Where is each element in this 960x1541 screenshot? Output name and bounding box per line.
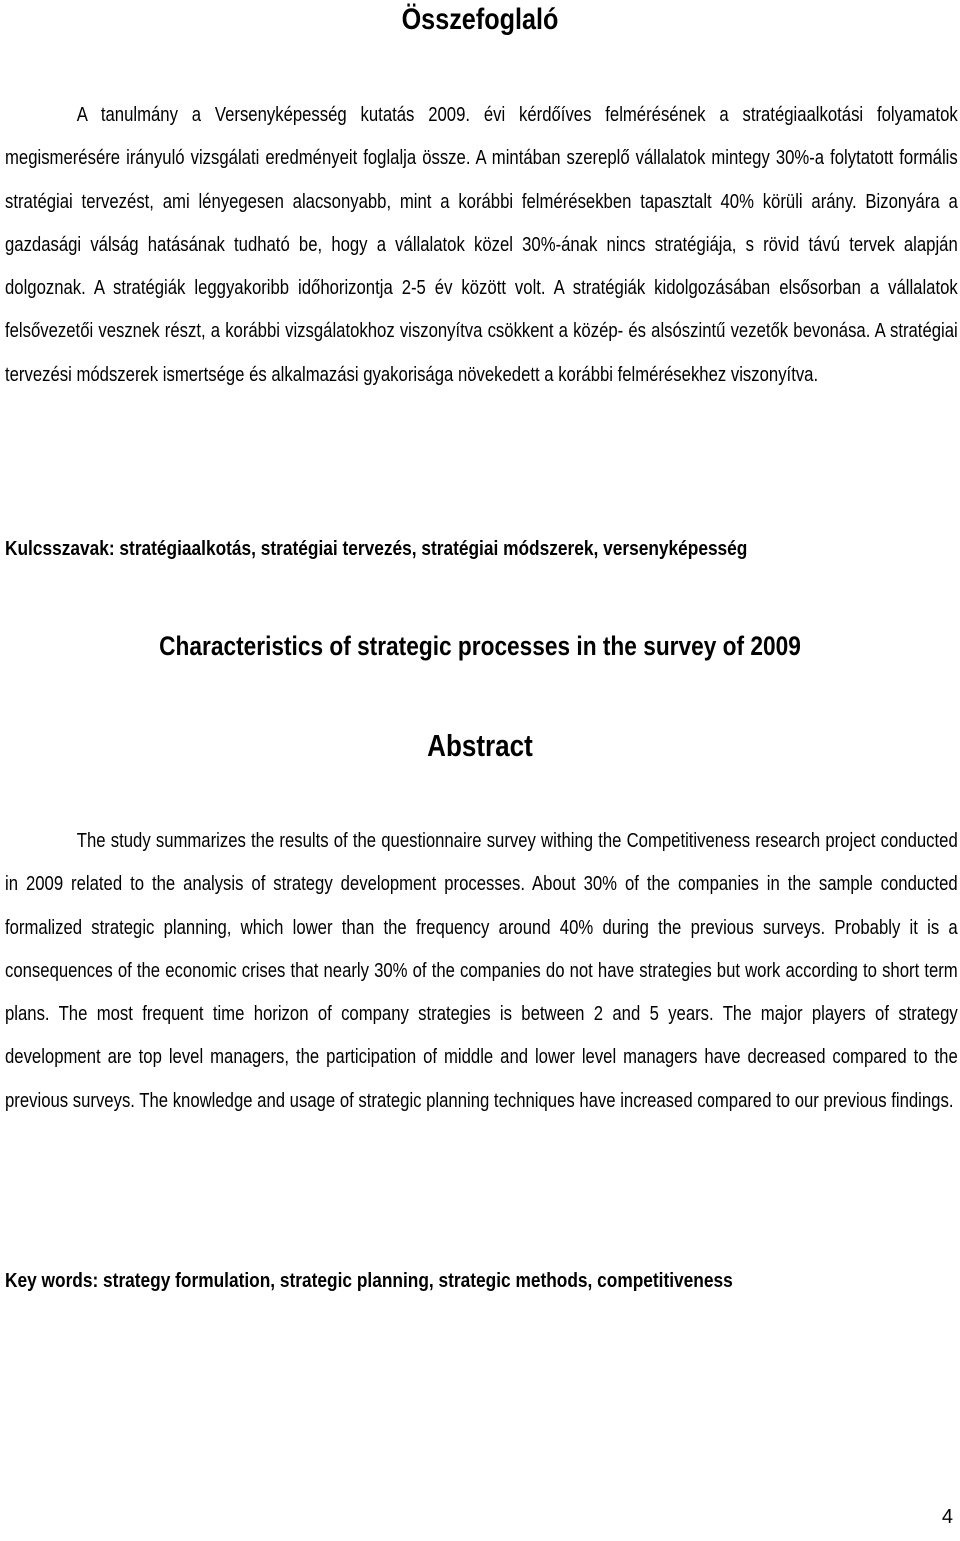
english-keywords: Key words: strategy formulation, strategic planning, strategic methods, competitiveness (5, 1270, 733, 1292)
page-number: 4 (941, 1506, 953, 1528)
hungarian-summary-paragraph: A tanulmány a Versenyképesség kutatás 2009. évi kérdőíves felmérésének a stratégiaalkotási folyamatok megismerésére irányuló vizsgálati eredményeit foglalja össze. A mintában szereplő vállalatok mintegy 30%-a folytatott formális stratégiai tervezést, ami lényegesen alacsonyabb, mint a korábbi felmérésekben tapasztalt 40% körüli arány. Bizonyára a gazdasági válság hatásának tudható be, hogy a vállalatok közel 30%-ának nincs stratégiája, s rövid távú tervek alapján dolgoznak. A stratégiák leggyakoribb időhorizontja 2-5 év között volt. A stratégiák kidolgozásában elsősorban a vállalatok felsővezetői vesznek részt, a korábbi vizsgálatokhoz viszonyítva csökkent a közép- és alsószintű vezetők bevonása. A stratégiai tervezési módszerek ismertsége és alkalmazási gyakorisága növekedett a korábbi felmérésekhez viszonyítva. (5, 104, 958, 386)
hungarian-summary-title: Összefoglaló (401, 3, 559, 36)
hungarian-keywords: Kulcsszavak: stratégiaalkotás, stratégiai tervezés, stratégiai módszerek, versenyképesség (5, 538, 748, 560)
english-paper-title: Characteristics of strategic processes in the survey of 2009 (159, 631, 801, 661)
abstract-heading: Abstract (427, 728, 533, 763)
english-abstract-paragraph: The study summarizes the results of the questionnaire survey withing the Competitiveness research project conducted in 2009 related to the analysis of strategy development processes. About 30% of the companies in the sample conducted formalized strategic planning, which lower than the frequency around 40% during the previous surveys. Probably it is a consequences of the economic crises that nearly 30% of the companies do not have strategies but work according to short term plans. The most frequent time horizon of company strategies is between 2 and 5 years. The major players of strategy development are top level managers, the participation of middle and lower level managers have decreased compared to the previous surveys. The knowledge and usage of strategic planning techniques have increased compared to our previous findings. (5, 830, 958, 1112)
